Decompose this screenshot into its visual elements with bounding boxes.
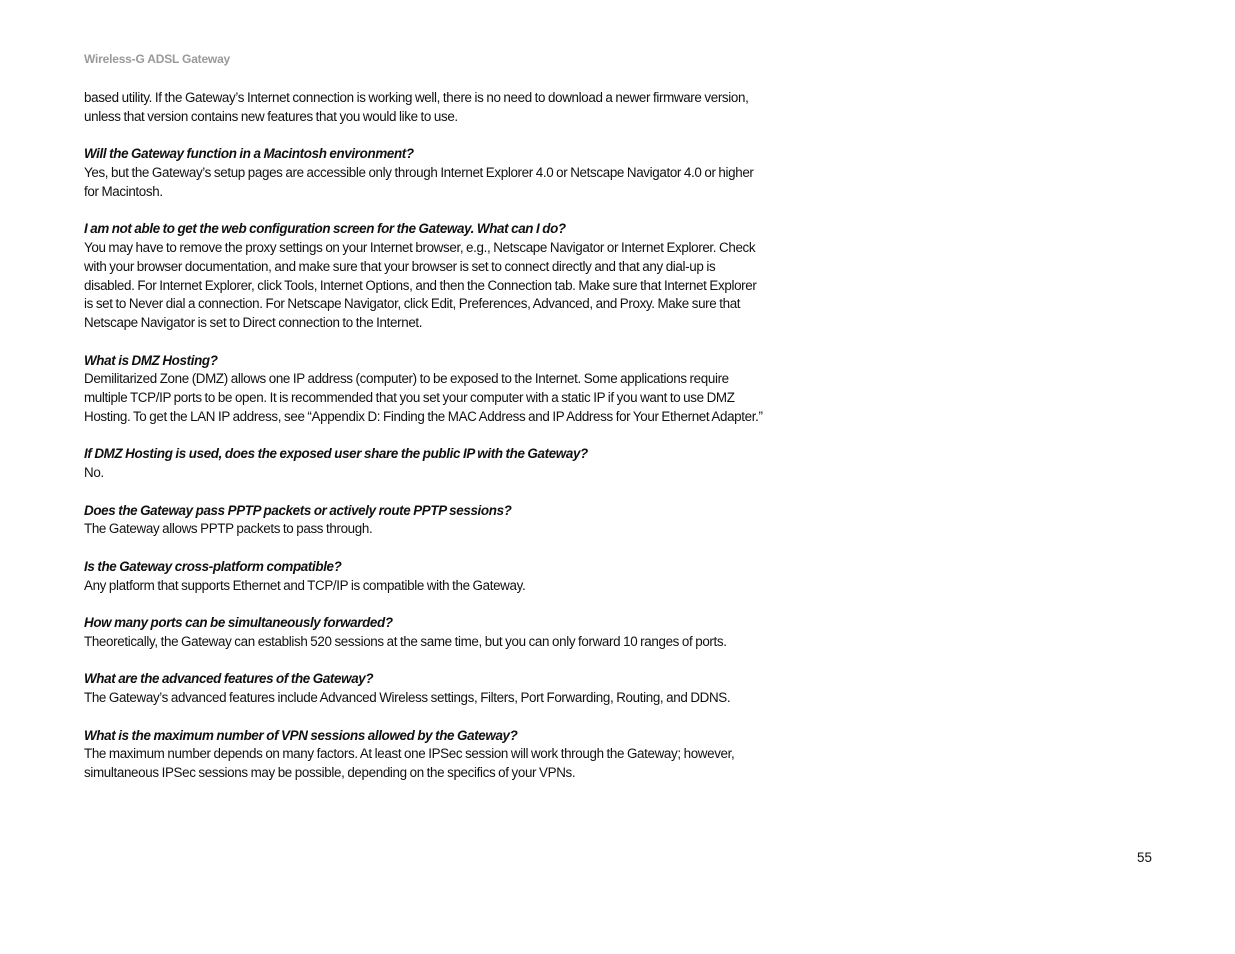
- faq-answer: The Gateway’s advanced features include Advanced Wireless settings, Filters, Port Forwarding, Routing, and DDNS.: [84, 690, 731, 705]
- faq-answer: The maximum number depends on many factors. At least one IPSec session will work through the Gateway; however, simultaneous IPSec sessions may be possible, depending on the specifics of your VPNs.: [84, 746, 735, 780]
- faq-answer: Yes, but the Gateway’s setup pages are accessible only through Internet Explorer 4.0 or Netscape Navigator 4.0 or higher for Macintosh.: [84, 165, 754, 199]
- faq-answer: You may have to remove the proxy settings on your Internet browser, e.g., Netscape Navigator or Internet Explorer. Check with your browser documentation, and make sure that your browser is set to connect directly and that any dial-up is disabled. For Internet Explorer, click Tools, Internet Options, and then the Connection tab. Make sure that Internet Explorer is set to Never dial a connection. For Netscape Navigator, click Edit, Preferences, Advanced, and Proxy. Make sure that Netscape Navigator is set to Direct connection to the Internet.: [84, 240, 757, 330]
- faq-item-advanced-features: [84, 670, 764, 708]
- faq-content: [84, 89, 764, 802]
- faq-question: If DMZ Hosting is used, does the exposed user share the public IP with the Gateway?: [84, 446, 588, 462]
- faq-answer: Any platform that supports Ethernet and TCP/IP is compatible with the Gateway.: [84, 577, 526, 593]
- faq-question: I am not able to get the web configuration screen for the Gateway. What can I do?: [84, 221, 566, 237]
- faq-item-dmz-hosting: [84, 352, 764, 427]
- running-header: Wireless-G ADSL Gateway: [84, 52, 231, 66]
- faq-question: What is DMZ Hosting?: [84, 352, 218, 368]
- intro-paragraph: [84, 89, 764, 127]
- faq-answer: No.: [84, 465, 104, 480]
- faq-question: What are the advanced features of the Gateway?: [84, 671, 374, 687]
- faq-question: How many ports can be simultaneously forwarded?: [84, 615, 393, 630]
- faq-item-vpn-sessions: [84, 727, 764, 783]
- faq-item-pptp: [84, 502, 764, 540]
- page-number: 55: [1137, 850, 1152, 865]
- faq-answer: Demilitarized Zone (DMZ) allows one IP address (computer) to be exposed to the Internet. Some applications require multiple TCP/IP ports to be open. It is recommended that you set your computer with a static IP if you want to use DMZ Hosting. To get the LAN IP address, see “Appendix D: Finding the MAC Address and IP Address for Your Ethernet Adapter.”: [84, 371, 763, 424]
- faq-question: Is the Gateway cross-platform compatible?: [84, 558, 342, 574]
- faq-item-macintosh: [84, 145, 764, 201]
- intro-text: based utility. If the Gateway’s Internet connection is working well, there is no need to download a newer firmware version, unless that version contains new features that you would like to use.: [84, 90, 749, 124]
- faq-item-web-config: [84, 220, 764, 333]
- faq-item-port-forwarding: [84, 614, 764, 652]
- faq-item-cross-platform: [84, 558, 764, 596]
- faq-item-dmz-public-ip: [84, 445, 764, 483]
- faq-question: Will the Gateway function in a Macintosh environment?: [84, 146, 414, 162]
- faq-question: Does the Gateway pass PPTP packets or actively route PPTP sessions?: [84, 502, 512, 518]
- faq-answer: Theoretically, the Gateway can establish 520 sessions at the same time, but you can only forward 10 ranges of ports.: [84, 633, 727, 649]
- faq-question: What is the maximum number of VPN sessions allowed by the Gateway?: [84, 727, 518, 743]
- faq-answer: The Gateway allows PPTP packets to pass through.: [84, 521, 373, 537]
